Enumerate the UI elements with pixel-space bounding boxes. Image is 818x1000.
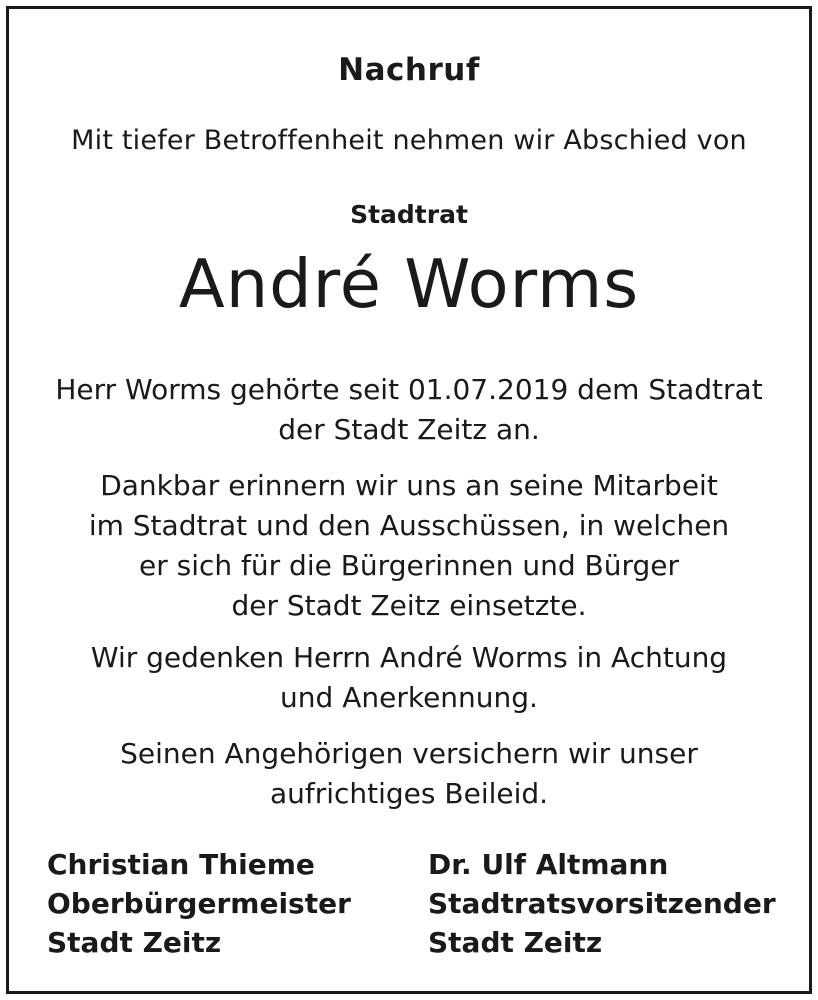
signer-title: Stadtratsvorsitzender	[428, 887, 776, 920]
paragraph-line: der Stadt Zeitz einsetzte.	[231, 589, 587, 622]
paragraph-condolences	[0, 734, 818, 814]
signer-name: Christian Thieme	[47, 848, 315, 881]
paragraph-line: Herr Worms gehörte seit 01.07.2019 dem Stadtrat	[55, 373, 763, 406]
paragraph-line: Wir gedenken Herrn André Worms in Achtung	[90, 641, 728, 674]
deceased-name: André Worms	[178, 245, 640, 323]
signature-mayor	[47, 845, 351, 962]
signer-title: Oberbürgermeister	[47, 887, 351, 920]
paragraph-line: der Stadt Zeitz an.	[278, 413, 540, 446]
obituary-heading: Nachruf	[338, 52, 480, 88]
paragraph-membership	[0, 370, 818, 450]
paragraph-remembrance	[0, 638, 818, 718]
signer-organization: Stadt Zeitz	[428, 926, 603, 959]
paragraph-line: aufrichtiges Beileid.	[269, 777, 549, 810]
paragraph-line: im Stadtrat und den Ausschüssen, in welchen	[88, 509, 730, 542]
paragraph-line: Dankbar erinnern wir uns an seine Mitarbeit	[100, 469, 718, 502]
signer-organization: Stadt Zeitz	[47, 926, 222, 959]
signer-name: Dr. Ulf Altmann	[428, 848, 669, 881]
deceased-role: Stadtrat	[350, 200, 468, 229]
intro-text: Mit tiefer Betroffenheit nehmen wir Abschied von	[71, 125, 747, 156]
paragraph-line: Seinen Angehörigen versichern wir unser	[120, 737, 698, 770]
paragraph-line: und Anerkennung.	[280, 681, 538, 714]
paragraph-gratitude	[0, 466, 818, 626]
paragraph-line: er sich für die Bürgerinnen und Bürger	[138, 549, 680, 582]
signature-council-chair	[428, 845, 776, 962]
